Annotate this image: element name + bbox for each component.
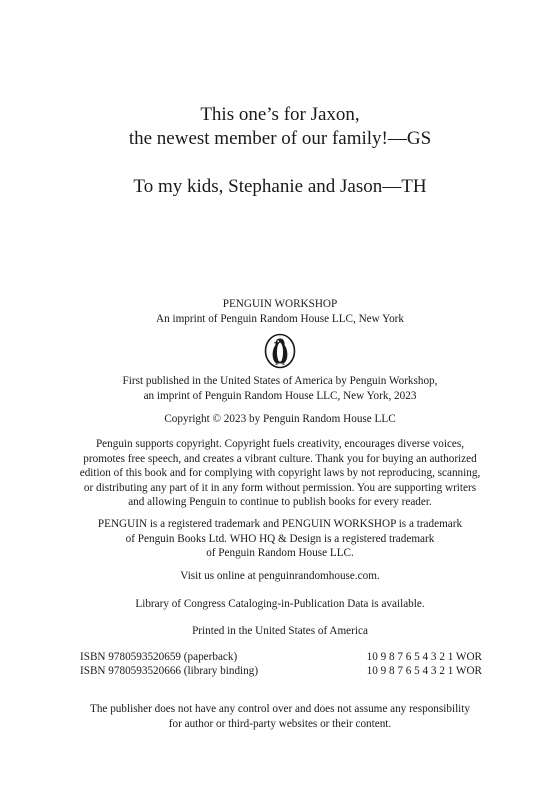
supports-line: promotes free speech, and creates a vibrant culture. Thank you for buying an authorized: [83, 452, 477, 465]
first-published-line: an imprint of Penguin Random House LLC, New York, 2023: [143, 389, 417, 402]
printing-line: 10 9 8 7 6 5 4 3 2 1 WOR: [366, 651, 482, 663]
isbn-row-library-binding: [80, 664, 482, 678]
disclaimer-line: for author or third-party websites or their content.: [168, 717, 392, 730]
library-of-congress-line: [0, 597, 560, 612]
isbn-number: ISBN 9780593520666 (library binding): [80, 665, 259, 677]
imprint-block: [0, 297, 560, 326]
publisher-name: PENGUIN WORKSHOP: [222, 298, 338, 310]
dedication-line: This one’s for Jaxon,: [200, 104, 360, 125]
supports-copyright-block: [0, 437, 560, 510]
printed-text: Printed in the United States of America: [192, 625, 368, 637]
copyright-text: Copyright © 2023 by Penguin Random House LLC: [164, 413, 396, 425]
trademark-line: of Penguin Random House LLC.: [206, 547, 354, 559]
dedication-line: the newest member of our family!—GS: [128, 128, 432, 149]
printing-line: 10 9 8 7 6 5 4 3 2 1 WOR: [366, 665, 482, 677]
disclaimer-line: The publisher does not have any control over and does not assume any responsibility: [90, 703, 470, 715]
supports-line: edition of this book and for complying with copyright laws by not reproducing, scanning,: [79, 467, 481, 479]
supports-line: Penguin supports copyright. Copyright fuels creativity, encourages diverse voices,: [95, 438, 465, 450]
supports-line: and allowing Penguin to continue to publish books for every reader.: [128, 496, 432, 508]
publisher-disclaimer: [0, 702, 560, 731]
printed-in-line: [0, 624, 560, 639]
trademark-line: of Penguin Books Ltd. WHO HQ & Design is a registered trademark: [125, 532, 435, 545]
penguin-logo-icon: [263, 333, 297, 369]
visit-text: Visit us online at penguinrandomhouse.com.: [180, 570, 380, 582]
isbn-row-paperback: [80, 650, 482, 664]
dedication-th: [0, 175, 560, 199]
first-published-block: [0, 374, 560, 403]
supports-line: or distributing any part of it in any form without permission. You are supporting writers: [83, 481, 477, 494]
dedication-gs: [0, 103, 560, 151]
trademark-block: [0, 517, 560, 561]
loc-text: Library of Congress Cataloging-in-Publication Data is available.: [135, 598, 425, 610]
dedication-line: To my kids, Stephanie and Jason—TH: [133, 176, 427, 197]
first-published-line: First published in the United States of America by Penguin Workshop,: [122, 375, 438, 387]
isbn-block: [80, 650, 482, 678]
isbn-number: ISBN 9780593520659 (paperback): [80, 651, 238, 663]
trademark-line: PENGUIN is a registered trademark and PENGUIN WORKSHOP is a trademark: [97, 518, 463, 530]
visit-online-line: [0, 569, 560, 584]
copyright-line: [0, 412, 560, 427]
imprint-line: An imprint of Penguin Random House LLC, New York: [156, 312, 404, 325]
